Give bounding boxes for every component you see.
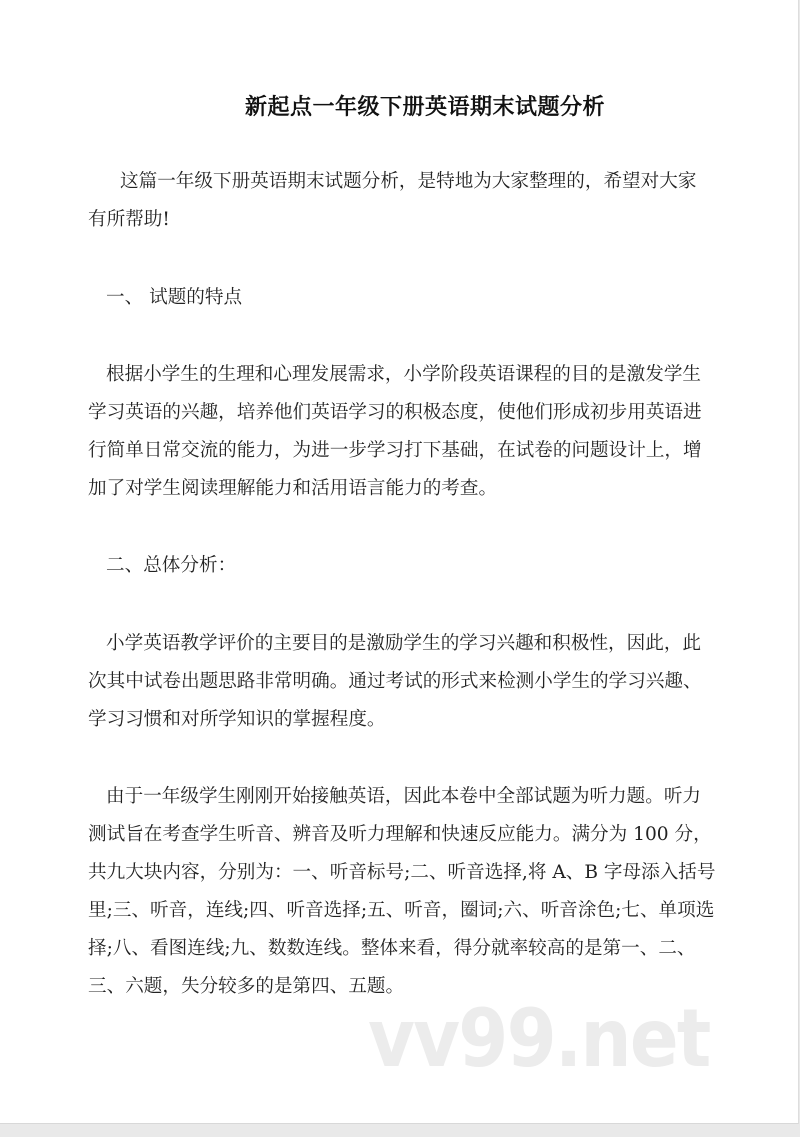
intro-paragraph [88,163,728,239]
document-title: 新起点一年级下册英语期末试题分析 [244,95,605,120]
section2-paragraph-2 [88,778,728,1006]
text-line: 这篇一年级下册英语期末试题分析，是特地为大家整理的，希望对大家 [120,171,697,192]
section2-paragraph-1 [88,625,728,739]
text-line: 有所帮助! [88,209,170,230]
text-line: 测试旨在考查学生听音、辨音及听力理解和快速反应能力。满分为 100 分， [88,824,712,845]
text-line: 择;八、看图连线;九、数数连线。整体来看，得分就率较高的是第一、二、 [88,938,696,959]
text-line: 三、六题，失分较多的是第四、五题。 [88,976,405,997]
text-line: 次其中试卷出题思路非常明确。通过考试的形式来检测小学生的学习兴趣、 [88,671,702,692]
text-line: 学习英语的兴趣，培养他们英语学习的积极态度，使他们形成初步用英语进 [88,402,702,423]
text-line: 学习习惯和对所学知识的掌握程度。 [88,709,386,730]
heading-text: 二、总体分析： [106,555,237,576]
section-heading-2 [88,547,728,585]
heading-text: 一、 试题的特点 [106,287,243,308]
text-line: 共九大块内容，分别为：一、听音标号;二、听音选择,将 A、B 字母添入括号 [88,862,716,883]
watermark: vv99.net [368,992,710,1085]
section1-paragraph [88,356,728,508]
text-line: 加了对学生阅读理解能力和活用语言能力的考查。 [88,478,498,499]
section-heading-1 [88,279,728,317]
text-line: 由于一年级学生刚刚开始接触英语，因此本卷中全部试题为听力题。听力 [106,786,702,807]
text-line: 小学英语教学评价的主要目的是激励学生的学习兴趣和积极性，因此，此 [106,633,702,654]
text-line: 行简单日常交流的能力，为进一步学习打下基础，在试卷的问题设计上，增 [88,440,702,461]
text-line: 根据小学生的生理和心理发展需求，小学阶段英语课程的目的是激发学生 [106,364,702,385]
text-line: 里;三、听音，连线;四、听音选择;五、听音，圈词;六、听音涂色;七、单项选 [88,900,715,921]
